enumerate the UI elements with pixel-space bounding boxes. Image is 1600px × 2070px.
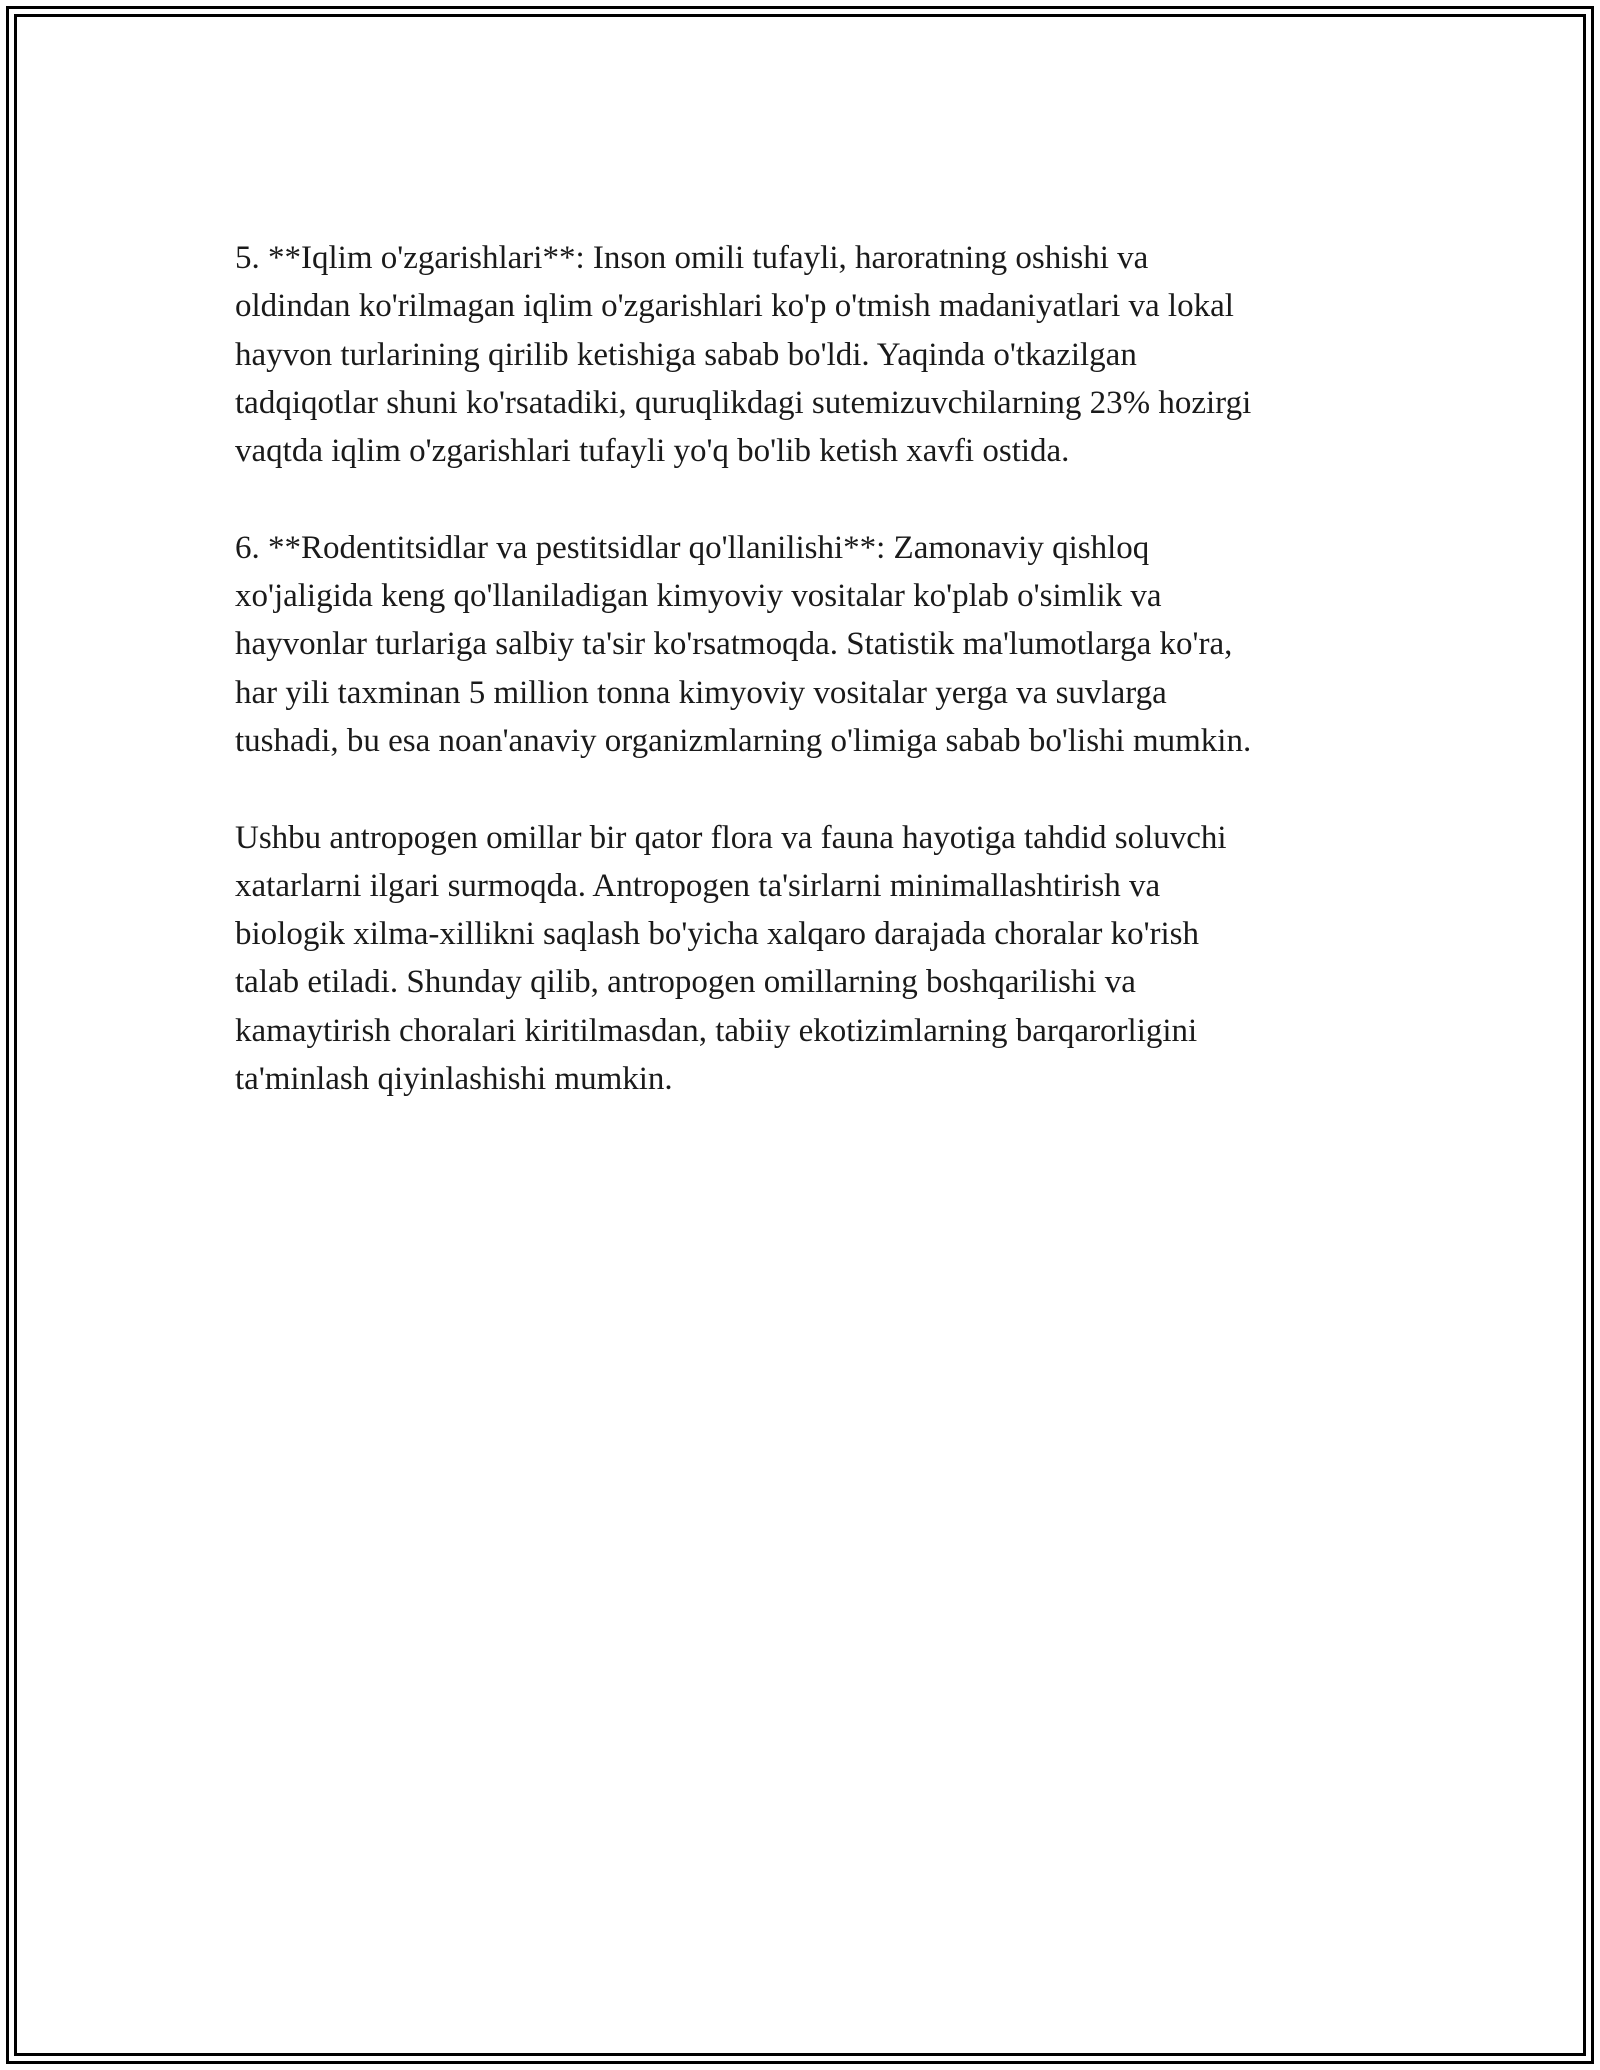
text-line: vaqtda iqlim o'zgarishlari tufayli yo'q bo'lib ketish xavfi ostida. [235,433,1070,470]
text-line: xatarlarni ilgari surmoqda. Antropogen ta'sirlarni minimallashtirish va [235,867,1161,904]
text-line: hayvon turlarining qirilib ketishiga sabab bo'ldi. Yaqinda o'tkazilgan [235,336,1137,373]
text-line: xo'jaligida keng qo'llaniladigan kimyoviy vositalar ko'plab o'simlik va [235,578,1162,615]
text-line: ta'minlash qiyinlashishi mumkin. [235,1061,673,1098]
paragraph-pesticides [235,524,1375,765]
document-body [235,234,1375,1152]
text-line: biologik xilma-xillikni saqlash bo'yicha xalqaro darajada choralar ko'rish [235,916,1200,953]
text-line: oldindan ko'rilmagan iqlim o'zgarishlari ko'p o'tmish madaniyatlari va lokal [235,288,1234,325]
text-line: har yili taxminan 5 million tonna kimyoviy vositalar yerga va suvlarga [235,674,1167,711]
text-line: hayvonlar turlariga salbiy ta'sir ko'rsatmoqda. Statistik ma'lumotlarga ko'ra, [235,626,1233,663]
paragraph-conclusion [235,814,1375,1104]
text-line: Ushbu antropogen omillar bir qator flora va fauna hayotiga tahdid soluvchi [235,819,1227,856]
text-line: talab etiladi. Shunday qilib, antropogen omillarning boshqarilishi va [235,964,1136,1001]
text-line: 5. **Iqlim o'zgarishlari**: Inson omili tufayli, haroratning oshishi va [235,240,1149,276]
paragraph-climate-change [235,234,1375,475]
text-line: tushadi, bu esa noan'anaviy organizmlarning o'limiga sabab bo'lishi mumkin. [235,722,1252,759]
text-line: 6. **Rodentitsidlar va pestitsidlar qo'llanilishi**: Zamonaviy qishloq [235,529,1150,566]
text-line: kamaytirish choralari kiritilmasdan, tabiiy ekotizimlarning barqarorligini [235,1012,1198,1049]
text-line: tadqiqotlar shuni ko'rsatadiki, quruqlikdagi sutemizuvchilarning 23% hozirgi [235,384,1252,421]
